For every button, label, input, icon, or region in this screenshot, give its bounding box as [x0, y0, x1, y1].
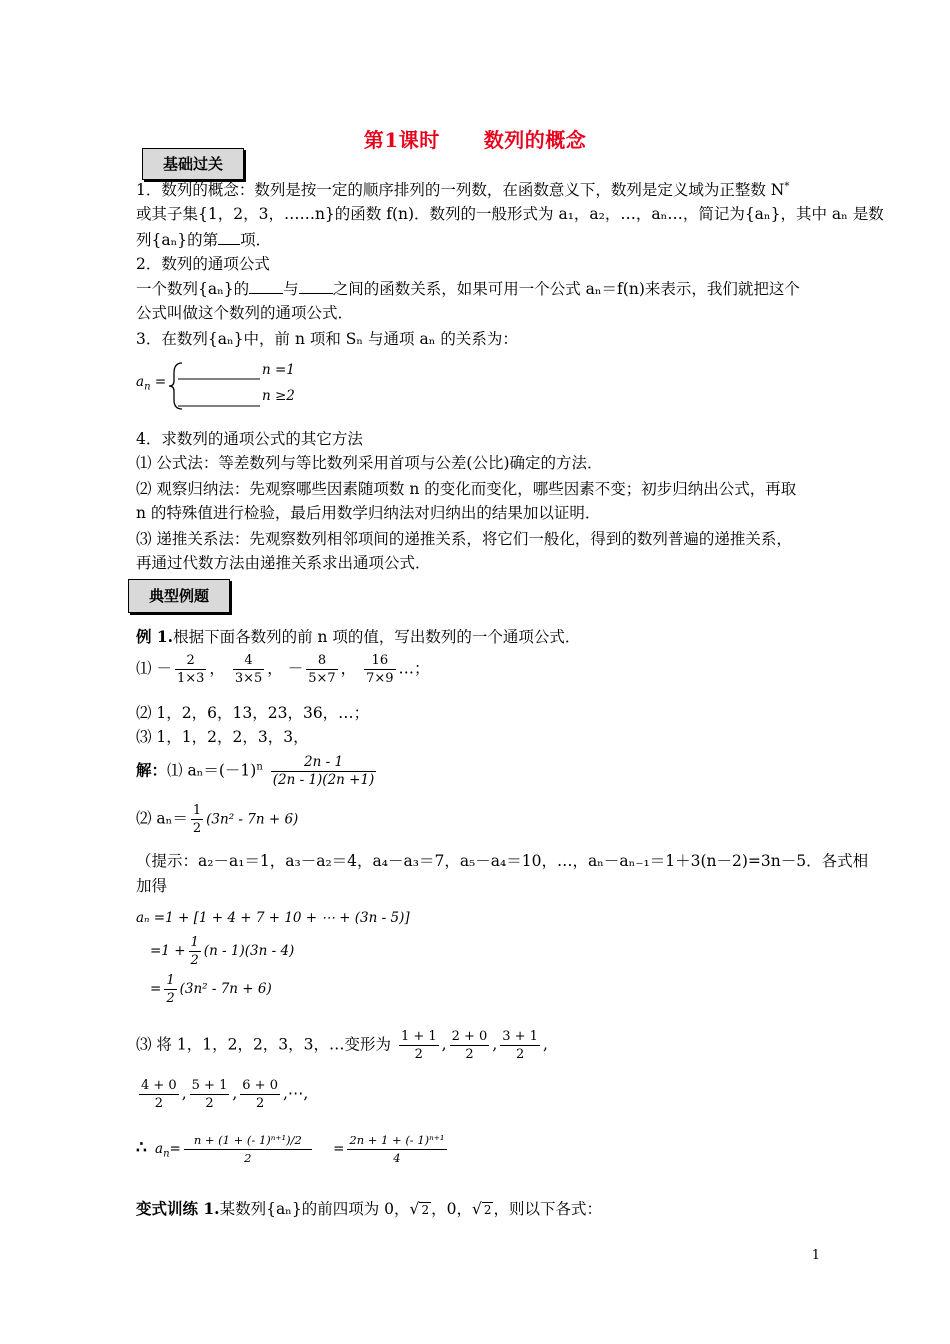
fraction: $\frac{2n - 1}{(2n - 1)(2n +1)}$	[272, 754, 375, 788]
method-1: ⑴ 公式法：等差数列与等比数列采用首项与公差(公比)确定的方法．	[136, 454, 603, 472]
fraction: $\frac{8}{5\times 7}$	[308, 653, 336, 686]
example-1-q3: ⑶ 1，1，2，2，3，3，	[136, 728, 309, 746]
example-1-q1: ⑴ － $\frac{2}{1\times 3}$ ， $\frac{4}{3\times 5}$ ， － $\frac{8}{5\times 7}$ ， $\frac{16}{7\times 9}$ …；	[136, 653, 430, 686]
page-number: 1	[811, 1248, 820, 1263]
fill-blank	[299, 279, 333, 294]
para-2-line-2: 公式叫做这个数列的通项公式．	[136, 304, 354, 322]
section-examples-label: 典型例题	[128, 579, 230, 613]
method-2-line-2: n 的特殊值进行检验，最后用数学归纳法对归纳出的结果加以证明．	[136, 504, 601, 522]
fraction: $\frac{16}{7\times 9}$	[366, 653, 394, 686]
method-2-line-1: ⑵ 观察归纳法：先观察哪些因素随项数 n 的变化而变化，哪些因素不变；初步归纳出公式，再取	[136, 480, 797, 498]
fraction: $\frac{\text{2n + 1 + (- 1)ⁿ⁺¹}}{4}$	[349, 1133, 445, 1165]
piecewise-case-1: n =1	[262, 362, 295, 378]
solution-3-continued: $\frac{4 + 0}{2}$ , $\frac{5 + 1}{2}$ , $\frac{6 + 0}{2}$ ,⋯,	[141, 1078, 309, 1111]
solution-2: ⑵ aₙ＝ $\frac{1}{2}$ (3n² - 7n + 6)	[136, 803, 299, 836]
derivation-line-2: =1 + $\frac{1}{2}$ (n - 1)(3n - 4)	[150, 935, 295, 968]
solution-3: ⑶ 将 1，1，2，2，3，3，…变形为 $\frac{1 + 1}{2}$ , $\frac{2 + 0}{2}$ , $\frac{3 + 1}{2}$ ,	[136, 1029, 548, 1062]
sqrt-value: 2	[483, 1203, 492, 1217]
fraction: $\frac{1}{2}$	[192, 803, 202, 836]
example-1-q2: ⑵ 1，2，6，13，23，36，…；	[136, 704, 370, 722]
piecewise-case-2: n ≥2	[262, 388, 295, 404]
lesson-number: 第1课时	[363, 128, 440, 152]
piecewise-brace	[168, 360, 268, 412]
therefore-symbol: ∴	[136, 1138, 147, 1158]
para-1-line-2: 或其子集{1，2，3，……n}的函数 f(n)．数列的一般形式为 a₁，a₂，…，aₙ…，简记为{aₙ}，其中 aₙ 是数	[136, 205, 884, 223]
para-4-heading: 4．求数列的通项公式的其它方法	[136, 430, 363, 448]
fraction: $\frac{2}{1\times 3}$	[176, 653, 205, 686]
para-2-line-1: 一个数列{aₙ}的 与 之间的函数关系，如果可用一个公式 aₙ＝f(n)来表示，我们就把这个	[136, 280, 800, 298]
derivation-line-1: aₙ =1 + [1 + 4 + 7 + 10 + ⋯ + (3n - 5)]	[136, 910, 410, 926]
solution-1: 解：⑴ $a_n=(-1)^n$ $\frac{2n - 1}{(2n - 1)(2n +1)}$	[136, 754, 375, 788]
fraction: $\frac{4 + 0}{2}$	[141, 1078, 177, 1111]
piecewise-lhs: $a_n$ =	[136, 374, 167, 393]
derivation-line-3: = $\frac{1}{2}$ (3n² - 7n + 6)	[150, 973, 272, 1006]
fraction: $\frac{1 + 1}{2}$	[400, 1029, 437, 1062]
section-basics-label: 基础过关	[142, 148, 244, 180]
fraction: $\frac{5 + 1}{2}$	[191, 1078, 228, 1111]
fraction: $\frac{\text{n + (1 + (- 1)ⁿ⁺¹)/2}}{2}$	[184, 1132, 312, 1167]
final-formula: $a_n=$ $\frac{\text{n + (1 + (- 1)ⁿ⁺¹)/2}}{2}$ = $\frac{\text{2n + 1 + (- 1)ⁿ⁺¹}}{4}$	[155, 1133, 445, 1165]
fill-blank	[218, 230, 240, 245]
para-2-heading: 2．数列的通项公式	[136, 255, 270, 273]
sqrt-value: 2	[421, 1203, 430, 1217]
fraction: $\frac{4}{3\times 5}$	[234, 653, 263, 686]
para-1-line-1: 1．数列的概念：数列是按一定的顺序排列的一列数，在函数意义下，数列是定义域为正整数 N*	[136, 180, 790, 199]
method-3-line-2: 再通过代数方法由递推关系求出通项公式．	[136, 554, 431, 572]
example-1-heading: 例 1.根据下面各数列的前 n 项的值，写出数列的一个通项公式．	[136, 627, 581, 646]
lesson-topic: 数列的概念	[483, 128, 587, 152]
fraction: $\frac{3 + 1}{2}$	[502, 1029, 538, 1062]
hint-line-2: 加得	[136, 877, 168, 895]
fill-blank	[249, 279, 283, 294]
fraction: $\frac{1}{2}$	[190, 935, 199, 968]
fraction: $\frac{6 + 0}{2}$	[242, 1078, 278, 1111]
fraction: $\frac{1}{2}$	[166, 973, 175, 1006]
hint-line-1: （提示：a₂－a₁＝1，a₃－a₂＝4，a₄－a₃＝7，a₅－a₄＝10，…，aₙ－aₙ₋₁＝1＋3(n－2)=3n－5．各式相	[136, 852, 869, 870]
para-1-line-3: 列{aₙ}的第 项．	[136, 231, 272, 249]
method-3-line-1: ⑶ 递推关系法：先观察数列相邻项间的递推关系，将它们一般化，得到的数列普遍的递推关系，	[136, 530, 792, 548]
para-3-heading: 3．在数列{aₙ}中，前 n 项和 Sₙ 与通项 aₙ 的关系为：	[136, 330, 518, 348]
fraction: $\frac{2 + 0}{2}$	[451, 1029, 488, 1062]
variant-training-1: 变式训练 1.某数列{aₙ}的前四项为 0，√ 2 ，0，√ 2 ，则以下各式：	[136, 1199, 602, 1218]
